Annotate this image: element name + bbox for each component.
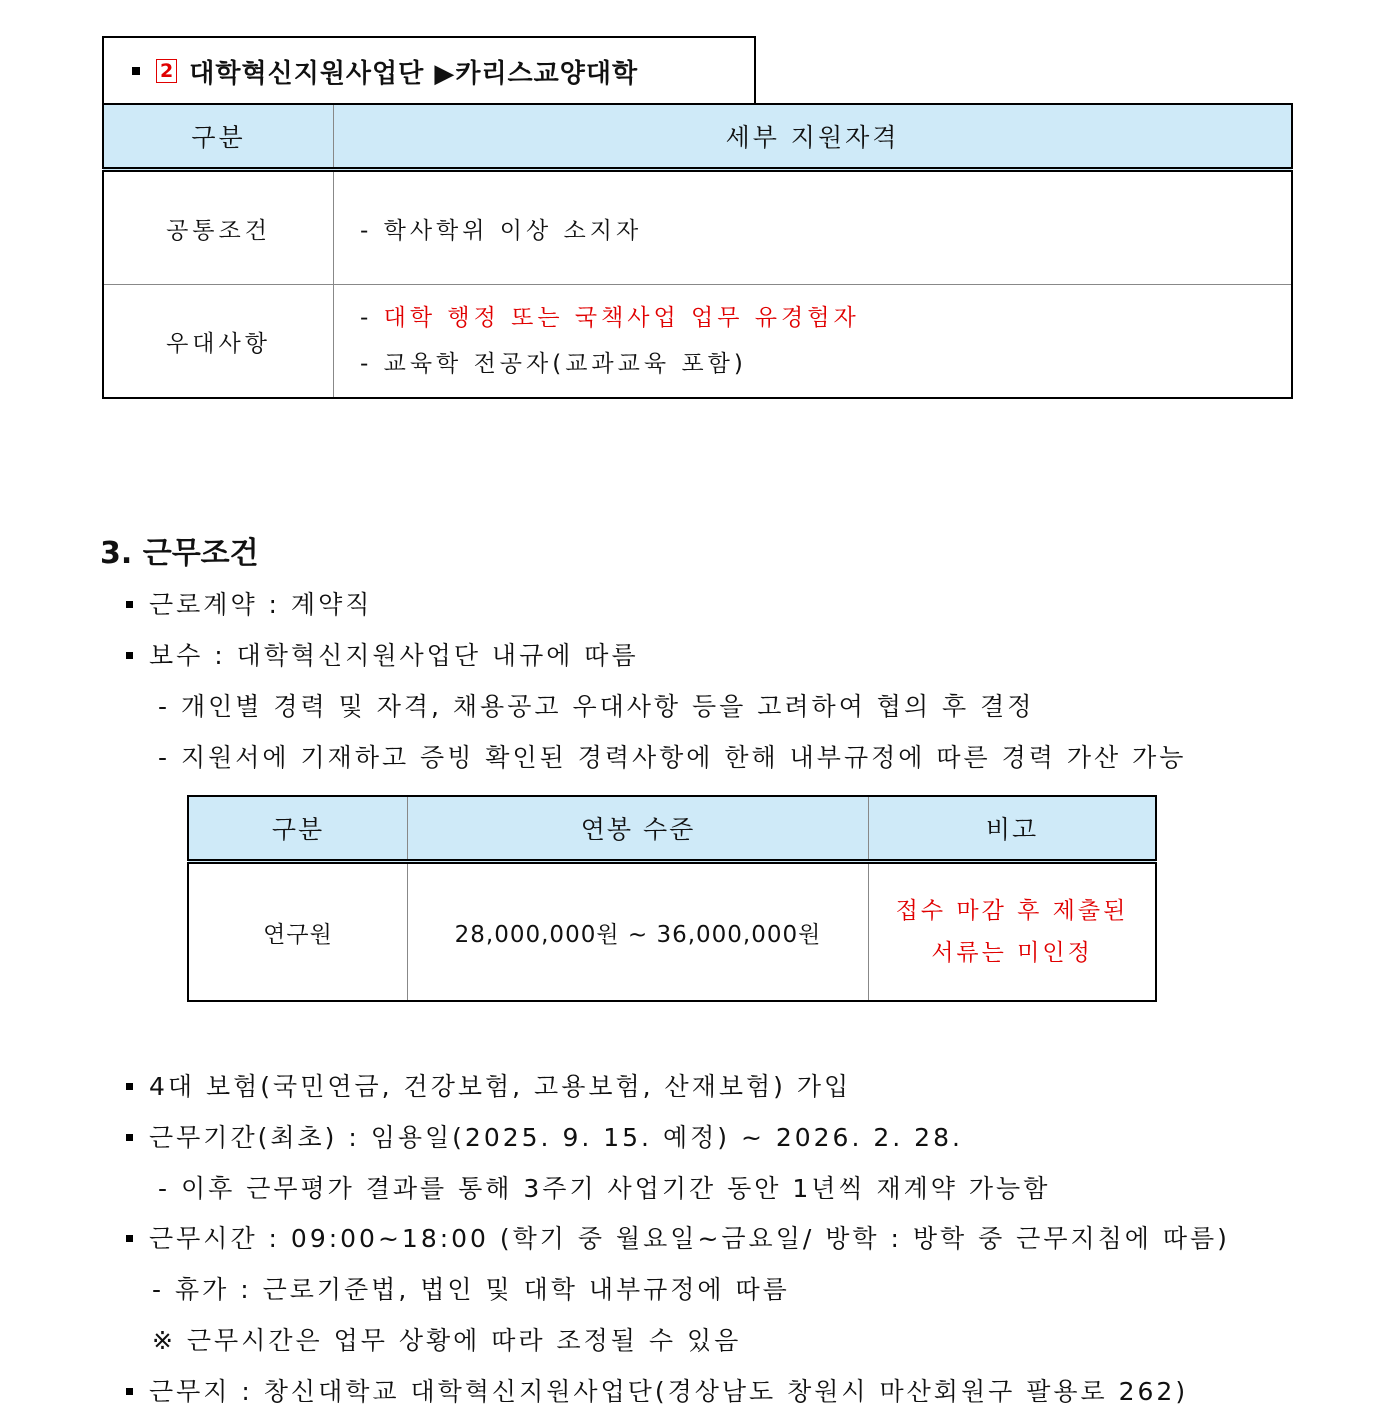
pay-sub-1: - 개인별 경력 및 자격, 채용공고 우대사항 등을 고려하여 협의 후 결정	[158, 692, 1035, 721]
qualification-table	[102, 103, 1293, 399]
bullet-period: 근무기간(최초) : 임용일(2025. 9. 15. 예정) ~ 2026. 2. 28.	[126, 1118, 963, 1154]
table-row	[103, 170, 1292, 285]
header-category: 구분	[103, 104, 334, 170]
header-note: 비고	[869, 796, 1157, 862]
section-title-box	[102, 36, 756, 104]
row-label: 우대사항	[103, 285, 334, 399]
pay-sub-2: - 지원서에 기재하고 증빙 확인된 경력사항에 한해 내부규정에 따른 경력 가산 가능	[158, 743, 1187, 772]
number-badge: 2	[156, 59, 177, 83]
bullet-location: 근무지 : 창신대학교 대학혁신지원사업단(경상남도 창원시 마산회원구 팔용로 262)	[126, 1372, 1188, 1408]
table-row	[188, 862, 1156, 1002]
row-detail: - 학사학위 이상 소지자	[334, 170, 1293, 285]
salary-table	[187, 795, 1157, 1002]
bullet-insurance: 4대 보험(국민연금, 건강보험, 고용보험, 산재보험) 가입	[126, 1067, 851, 1103]
row-label: 공통조건	[103, 170, 334, 285]
preferred-item-highlight: 대학 행정 또는 국책사업 업무 유경험자	[383, 305, 860, 331]
table-row	[103, 285, 1292, 399]
salary-category: 연구원	[188, 862, 408, 1002]
header-category: 구분	[188, 796, 408, 862]
dash: -	[360, 305, 384, 331]
bullet-square	[132, 67, 140, 75]
row-detail	[334, 285, 1293, 399]
salary-note: 접수 마감 후 제출된 서류는 미인정	[895, 898, 1129, 966]
hours-note: ※ 근무시간은 업무 상황에 따라 조정될 수 있음	[152, 1326, 742, 1355]
bullet-contract: 근로계약 : 계약직	[126, 585, 372, 621]
salary-range: 28,000,000원 ~ 36,000,000원	[408, 862, 869, 1002]
section-title: 대학혁신지원사업단 ▶카리스교양대학	[189, 58, 639, 89]
header-detail: 세부 지원자격	[334, 104, 1293, 170]
period-sub: - 이후 근무평가 결과를 통해 3주기 사업기간 동안 1년씩 재계약 가능함	[158, 1174, 1051, 1203]
bullet-pay: 보수 : 대학혁신지원사업단 내규에 따름	[126, 636, 639, 672]
header-salary: 연봉 수준	[408, 796, 869, 862]
preferred-item: - 교육학 전공자(교과교육 포함)	[360, 351, 747, 377]
section-heading: 3. 근무조건	[100, 536, 259, 571]
leave-sub: - 휴가 : 근로기준법, 법인 및 대학 내부규정에 따름	[152, 1275, 790, 1304]
bullet-hours: 근무시간 : 09:00~18:00 (학기 중 월요일~금요일/ 방학 : 방학 중 근무지침에 따름)	[126, 1219, 1230, 1255]
